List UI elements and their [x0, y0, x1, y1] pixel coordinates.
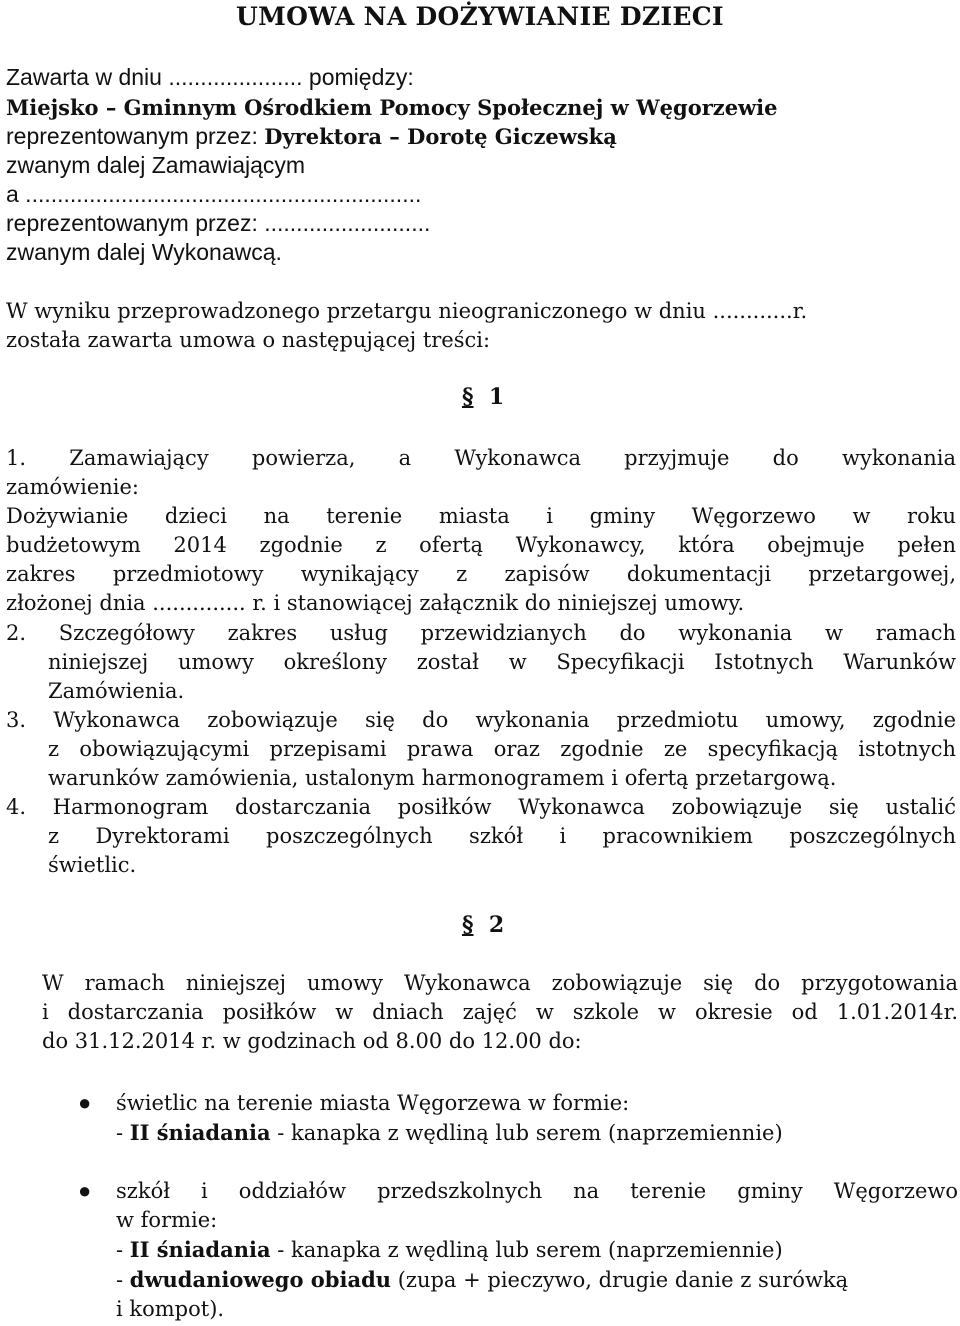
s2-paragraph	[42, 969, 958, 1056]
s1-p1-line-3: Dożywianie dzieci na terenie miasta i gminy Węgorzewo w roku	[6, 504, 956, 528]
intro-party-ordering: Miejsko – Gminnym Ośrodkiem Pomocy Społecznej w Węgorzewie	[6, 95, 778, 120]
s1-p3-line-2: z obowiązującymi przepisami prawa oraz zgodnie ze specyfikacją istotnych	[48, 737, 956, 761]
s1-p4-line-2: z Dyrektorami poszczególnych szkół i pracownikiem poszczególnych	[48, 824, 956, 848]
s1-p1-line-2: zamówienie:	[6, 475, 140, 499]
s1-p2-line-3: Zamówienia.	[48, 679, 185, 703]
bullet-2-line-2: w formie:	[116, 1208, 218, 1232]
bullet-1-item-1: - II śniadania - kanapka z wędliną lub serem (naprzemiennie)	[116, 1120, 783, 1145]
s2-line-1: W ramach niniejszej umowy Wykonawca zobowiązuje się do przygotowania	[42, 971, 958, 995]
s2-line-3: do 31.12.2014 r. w godzinach od 8.00 do 12.00 do:	[42, 1029, 582, 1053]
s1-p2-line-2: niniejszej umowy określony został w Specyfikacji Istotnych Warunków	[48, 650, 956, 674]
intro-date-line: Zawarta w dniu ..................... pomiędzy:	[6, 64, 414, 90]
bullet-icon: ●	[78, 1178, 92, 1203]
s1-p2-line-1: 2. Szczegółowy zakres usług przewidzianych do wykonania w ramach	[6, 621, 956, 645]
s1-p4-line-1: 4. Harmonogram dostarczania posiłków Wykonawca zobowiązuje się ustalić	[6, 795, 956, 819]
bullet-2-line-1: szkół i oddziałów przedszkolnych na terenie gminy Węgorzewo	[116, 1179, 958, 1203]
s1-point-4	[6, 793, 956, 880]
bullet-1-line-1: świetlic na terenie miasta Węgorzewa w formie:	[116, 1091, 630, 1115]
section-2-heading	[462, 912, 504, 938]
s2-line-2: i dostarczania posiłków w dniach zajęć w szkole w okresie od 1.01.2014r.	[42, 1000, 958, 1024]
section-number: 1	[488, 384, 505, 410]
bullet-2	[116, 1177, 958, 1324]
bullet-icon: ●	[78, 1090, 92, 1115]
intro-director-name: Dyrektora – Dorotę Giczewską	[264, 124, 617, 149]
bullet-2-item-2: - dwudaniowego obiadu (zupa + pieczywo, drugie danie z surówką	[116, 1267, 849, 1292]
s1-p1-line-5: zakres przedmiotowy wynikający z zapisów dokumentacji przetargowej,	[6, 562, 956, 586]
intro-contractor-alias: zwanym dalej Wykonawcą.	[6, 239, 282, 265]
s1-p1-line-6: złożonej dnia .............. r. i stanowiącej załącznik do niniejszej umowy.	[6, 591, 745, 615]
s1-p1-line-1: 1. Zamawiający powierza, a Wykonawca przyjmuje do wykonania	[6, 446, 956, 470]
s1-p1-line-4: budżetowym 2014 zgodnie z ofertą Wykonawcy, która obejmuje pełen	[6, 533, 956, 557]
s1-point-1	[6, 444, 956, 618]
intro-represented-label: reprezentowanym przez:	[6, 123, 265, 149]
preamble-line-1: W wyniku przeprowadzonego przetargu nieograniczonego w dniu ............r.	[6, 299, 808, 323]
intro-ordering-alias: zwanym dalej Zamawiającym	[6, 152, 306, 178]
section-number: 2	[488, 912, 505, 938]
intro-represented-by-line	[6, 122, 617, 154]
section-symbol: §	[462, 912, 474, 938]
section-symbol: §	[462, 384, 474, 410]
bullet-2-item-2-cont: i kompot).	[116, 1297, 225, 1321]
bullet-1	[116, 1089, 958, 1148]
intro-contractor-line: a ..............................................................	[6, 181, 422, 207]
s1-p3-line-1: 3. Wykonawca zobowiązuje się do wykonania przedmiotu umowy, zgodnie	[6, 708, 957, 732]
preamble-line-2: została zawarta umowa o następującej treści:	[6, 328, 491, 352]
s1-p4-line-3: świetlic.	[48, 853, 137, 877]
s1-p3-line-3: warunków zamówienia, ustalonym harmonogramem i ofertą przetargową.	[48, 766, 837, 790]
s1-point-2	[6, 619, 956, 706]
intro-contractor-rep-line: reprezentowanym przez: ..........................	[6, 210, 431, 236]
section-1-heading	[462, 384, 504, 410]
document-title: UMOWA NA DOŻYWIANIE DZIECI	[236, 2, 724, 31]
bullet-2-item-1: - II śniadania - kanapka z wędliną lub serem (naprzemiennie)	[116, 1237, 783, 1262]
s1-point-3	[6, 706, 956, 793]
